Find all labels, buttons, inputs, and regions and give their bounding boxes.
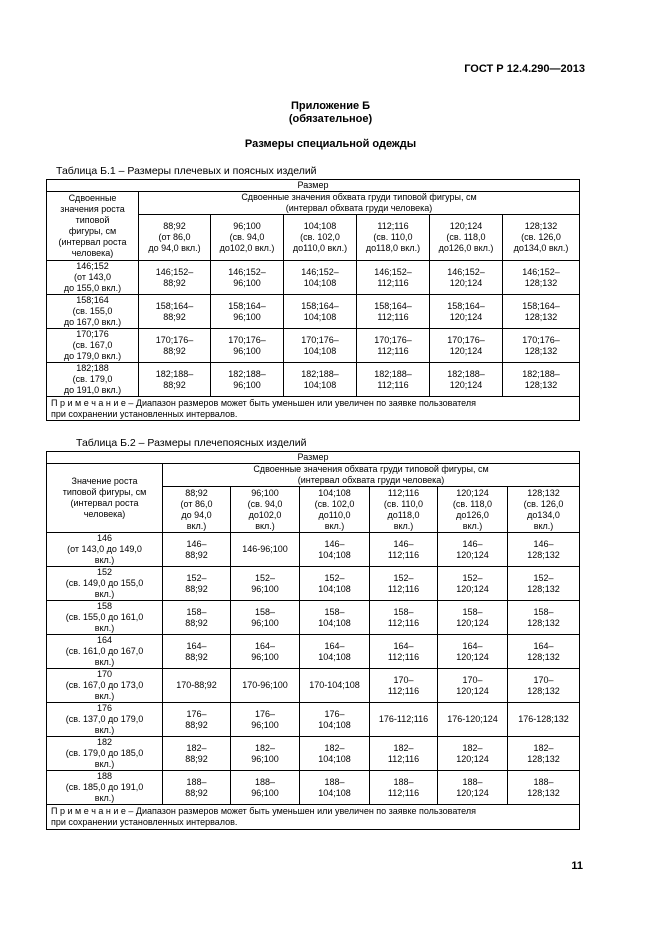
- size-cell: 170-88;92: [163, 669, 231, 703]
- size-cell: 188– 96;100: [231, 771, 300, 805]
- size-cell: 158;164– 96;100: [211, 295, 284, 329]
- row-head: 158;164 (св. 155,0 до 167,0 вкл.): [47, 295, 139, 329]
- table-row: [47, 703, 580, 737]
- row-head: 146 (от 143,0 до 149,0 вкл.): [47, 533, 163, 567]
- size-cell: 158– 96;100: [231, 601, 300, 635]
- appendix-heading: Размеры специальной одежды: [244, 138, 417, 150]
- table1-col: 96;100 (св. 94,0 до102,0 вкл.): [211, 215, 284, 261]
- size-cell: 188– 120;124: [438, 771, 508, 805]
- size-cell: 164– 112;116: [370, 635, 438, 669]
- table2: [46, 451, 580, 830]
- table1-col: 104;108 (св. 102,0 до110,0 вкл.): [284, 215, 357, 261]
- size-cell: 176-112;116: [370, 703, 438, 737]
- size-cell: 188– 128;132: [508, 771, 580, 805]
- table2-col-group: Сдвоенные значения обхвата груди типовой фигуры, см (интервал обхвата груди человека): [163, 464, 580, 487]
- size-cell: 170– 128;132: [508, 669, 580, 703]
- size-cell: 182– 88;92: [163, 737, 231, 771]
- size-cell: 146;152– 120;124: [430, 261, 503, 295]
- size-cell: 182– 104;108: [300, 737, 370, 771]
- row-head: 146;152 (от 143,0 до 155,0 вкл.): [47, 261, 139, 295]
- table2-caption: Таблица Б.2 – Размеры плечепоясных изделий: [76, 437, 307, 449]
- size-cell: 152– 112;116: [370, 567, 438, 601]
- size-cell: 188– 88;92: [163, 771, 231, 805]
- size-cell: 170;176– 104;108: [284, 329, 357, 363]
- size-cell: 146– 112;116: [370, 533, 438, 567]
- table-row: [47, 601, 580, 635]
- size-cell: 146– 104;108: [300, 533, 370, 567]
- size-cell: 188– 104;108: [300, 771, 370, 805]
- table-row: [47, 363, 580, 397]
- table2-col: 96;100 (св. 94,0 до102,0 вкл.): [231, 487, 300, 533]
- table1-caption: Таблица Б.1 – Размеры плечевых и поясных изделий: [56, 165, 317, 177]
- size-cell: 182– 120;124: [438, 737, 508, 771]
- table1-row-header: Сдвоенные значения роста типовой фигуры, см (интервал роста человека): [47, 192, 139, 261]
- size-cell: 182– 96;100: [231, 737, 300, 771]
- table1-col: 120;124 (св. 118,0 до126,0 вкл.): [430, 215, 503, 261]
- size-cell: 170– 112;116: [370, 669, 438, 703]
- size-cell: 152– 88;92: [163, 567, 231, 601]
- table-row: [47, 669, 580, 703]
- table2-row-header: Значение роста типовой фигуры, см (интервал роста человека): [47, 464, 163, 533]
- size-cell: 170-96;100: [231, 669, 300, 703]
- table2-col: 104;108 (св. 102,0 до110,0 вкл.): [300, 487, 370, 533]
- size-cell: 170-104;108: [300, 669, 370, 703]
- size-cell: 164– 88;92: [163, 635, 231, 669]
- table2-col: 128;132 (св. 126,0 до134,0 вкл.): [508, 487, 580, 533]
- row-head: 170;176 (св. 167,0 до 179,0 вкл.): [47, 329, 139, 363]
- size-cell: 188– 112;116: [370, 771, 438, 805]
- table-row: [47, 635, 580, 669]
- size-cell: 158– 104;108: [300, 601, 370, 635]
- document-code: ГОСТ Р 12.4.290—2013: [464, 63, 585, 75]
- page-number: 11: [571, 860, 583, 872]
- size-cell: 158;164– 112;116: [357, 295, 430, 329]
- size-cell: 182;188– 128;132: [503, 363, 580, 397]
- size-cell: 176-128;132: [508, 703, 580, 737]
- size-cell: 158– 112;116: [370, 601, 438, 635]
- table-row: [47, 771, 580, 805]
- size-cell: 146;152– 128;132: [503, 261, 580, 295]
- size-cell: 182;188– 112;116: [357, 363, 430, 397]
- size-cell: 170;176– 88;92: [139, 329, 211, 363]
- row-head: 182 (св. 179,0 до 185,0 вкл.): [47, 737, 163, 771]
- size-cell: 146;152– 96;100: [211, 261, 284, 295]
- size-cell: 146;152– 112;116: [357, 261, 430, 295]
- size-cell: 164– 128;132: [508, 635, 580, 669]
- size-cell: 158– 88;92: [163, 601, 231, 635]
- size-cell: 146;152– 104;108: [284, 261, 357, 295]
- size-cell: 176– 96;100: [231, 703, 300, 737]
- row-head: 164 (св. 161,0 до 167,0 вкл.): [47, 635, 163, 669]
- size-cell: 146– 128;132: [508, 533, 580, 567]
- appendix-subtitle: (обязательное): [288, 113, 373, 125]
- size-cell: 170– 120;124: [438, 669, 508, 703]
- size-cell: 152– 120;124: [438, 567, 508, 601]
- size-cell: 158;164– 128;132: [503, 295, 580, 329]
- table1-size-header: Размер: [47, 180, 580, 192]
- table1-col-group: Сдвоенные значения обхвата груди типовой фигуры, см (интервал обхвата груди человека): [139, 192, 580, 215]
- size-cell: 182;188– 120;124: [430, 363, 503, 397]
- size-cell: 170;176– 120;124: [430, 329, 503, 363]
- size-cell: 176– 88;92: [163, 703, 231, 737]
- size-cell: 170;176– 112;116: [357, 329, 430, 363]
- size-cell: 152– 96;100: [231, 567, 300, 601]
- table2-col: 120;124 (св. 118,0 до126,0 вкл.): [438, 487, 508, 533]
- table2-col: 88;92 (от 86,0 до 94,0 вкл.): [163, 487, 231, 533]
- size-cell: 146;152– 88;92: [139, 261, 211, 295]
- table1: [46, 179, 580, 421]
- size-cell: 158– 120;124: [438, 601, 508, 635]
- size-cell: 152– 128;132: [508, 567, 580, 601]
- table1-col: 88;92 (от 86,0 до 94,0 вкл.): [139, 215, 211, 261]
- row-head: 152 (св. 149,0 до 155,0 вкл.): [47, 567, 163, 601]
- size-cell: 182– 128;132: [508, 737, 580, 771]
- table-row: [47, 567, 580, 601]
- size-cell: 164– 96;100: [231, 635, 300, 669]
- row-head: 158 (св. 155,0 до 161,0 вкл.): [47, 601, 163, 635]
- table2-note: П р и м е ч а н и е – Диапазон размеров может быть уменьшен или увеличен по заявке пользователя при сохранении установленных интервалов.: [47, 805, 580, 830]
- table2-size-header: Размер: [47, 452, 580, 464]
- size-cell: 182– 112;116: [370, 737, 438, 771]
- size-cell: 146-96;100: [231, 533, 300, 567]
- table1-col: 128;132 (св. 126,0 до134,0 вкл.): [503, 215, 580, 261]
- size-cell: 146– 120;124: [438, 533, 508, 567]
- row-head: 188 (св. 185,0 до 191,0 вкл.): [47, 771, 163, 805]
- size-cell: 182;188– 88;92: [139, 363, 211, 397]
- row-head: 182;188 (св. 179,0 до 191,0 вкл.): [47, 363, 139, 397]
- table-row: [47, 261, 580, 295]
- table1-col: 112;116 (св. 110,0 до118,0 вкл.): [357, 215, 430, 261]
- size-cell: 182;188– 104;108: [284, 363, 357, 397]
- table-row: [47, 295, 580, 329]
- size-cell: 182;188– 96;100: [211, 363, 284, 397]
- appendix-title: Приложение Б: [290, 100, 371, 112]
- size-cell: 164– 104;108: [300, 635, 370, 669]
- size-cell: 146– 88;92: [163, 533, 231, 567]
- size-cell: 170;176– 128;132: [503, 329, 580, 363]
- size-cell: 158;164– 104;108: [284, 295, 357, 329]
- table-row: [47, 329, 580, 363]
- table-row: [47, 533, 580, 567]
- row-head: 170 (св. 167,0 до 173,0 вкл.): [47, 669, 163, 703]
- row-head: 176 (св. 137,0 до 179,0 вкл.): [47, 703, 163, 737]
- size-cell: 158;164– 88;92: [139, 295, 211, 329]
- table1-note: П р и м е ч а н и е – Диапазон размеров может быть уменьшен или увеличен по заявке пользователя при сохранении установленных интервалов.: [47, 397, 580, 421]
- size-cell: 158– 128;132: [508, 601, 580, 635]
- size-cell: 158;164– 120;124: [430, 295, 503, 329]
- size-cell: 176– 104;108: [300, 703, 370, 737]
- table2-col: 112;116 (св. 110,0 до118,0 вкл.): [370, 487, 438, 533]
- table-row: [47, 737, 580, 771]
- size-cell: 164– 120;124: [438, 635, 508, 669]
- size-cell: 170;176– 96;100: [211, 329, 284, 363]
- size-cell: 152– 104;108: [300, 567, 370, 601]
- size-cell: 176-120;124: [438, 703, 508, 737]
